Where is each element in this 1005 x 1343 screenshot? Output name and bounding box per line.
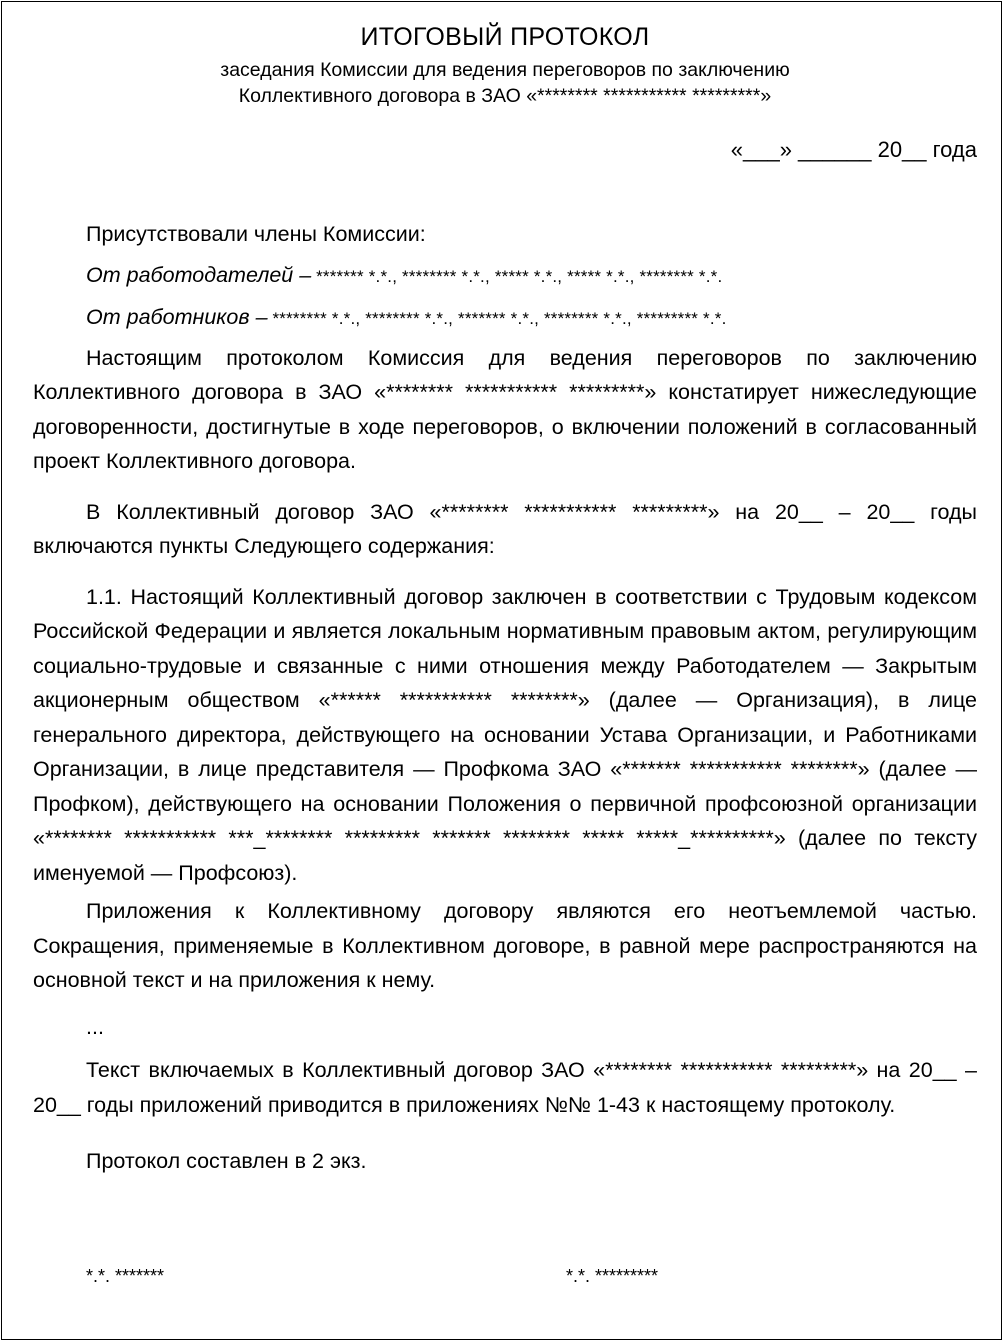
- employers-row: [33, 258, 977, 295]
- paragraph-clause-1-1: 1.1. Настоящий Коллективный договор заключен в соответствии с Трудовым кодексом Российской Федерации и является локальным нормативным правовым актом, регулирующим социально-трудовые и связанные с ними отношения между Работодателем — Закрытым акционерным обществом «****** *********** ********» (далее — Организация), в лице генерального директора, действующего на основании Устава Организации, и Работниками Организации, в лице представителя — Профкома ЗАО «******* *********** ********» (далее — Профком), действующего на основании Положения о первичной профсоюзной организации «******** *********** ***_******** ********* ******* ******** ***** *****_**********» (далее по тексту именуемой — Профсоюз).: [33, 584, 977, 885]
- paragraph-appendices: Приложения к Коллективному договору являются его неотъемлемой частью. Сокращения, применяемые в Коллективном договоре, в равной мере распространяются на основной текст и на приложения к нему.: [33, 899, 977, 992]
- employees-label: От работников –: [86, 305, 268, 329]
- employees-names: ******** *.*., ******** *.*., ******* *.*., ******** *.*., ********* *.*.: [267, 309, 727, 328]
- subtitle-line-2: Коллективного договора в ЗАО «******** *********** *********»: [238, 85, 772, 107]
- document-date: «___» ______ 20__ года: [730, 137, 977, 162]
- employees-row: [33, 300, 977, 337]
- document-body: [33, 20, 977, 1179]
- subtitle-line-1: заседания Комиссии для ведения переговоров по заключению: [220, 59, 790, 81]
- employers-label: От работодателей –: [86, 262, 312, 287]
- paragraph-appendix-text: Текст включаемых в Коллективный договор ЗАО «******** *********** *********» на 20__ – 20__ годы приложений приводится в приложениях №№ 1-43 к настоящему протоколу.: [33, 1058, 977, 1117]
- attendance-heading: Присутствовали члены Комиссии:: [86, 222, 426, 246]
- paragraph-inclusion: В Коллективный договор ЗАО «******** *********** *********» на 20__ – 20__ годы включаются пункты Следующего содержания:: [33, 499, 977, 558]
- ellipsis: ...: [86, 1014, 104, 1039]
- paragraph-copies: Протокол составлен в 2 экз.: [86, 1149, 367, 1173]
- employers-names: ******* *.*., ******** *.*., ***** *.*., ***** *.*., ******** *.*.: [311, 266, 723, 286]
- page-title: ИТОГОВЫЙ ПРОТОКОЛ: [360, 23, 650, 51]
- paragraph-statement: Настоящим протоколом Комиссия для ведения переговоров по заключению Коллективного договора в ЗАО «******** *********** *********» констатирует нижеследующие договоренности, достигнутые в ходе переговоров, о включении положений в согласованный проект Коллективного договора.: [33, 345, 977, 473]
- signature-left: *.*. *******: [86, 1266, 165, 1286]
- signature-right: *.*. *********: [566, 1266, 659, 1286]
